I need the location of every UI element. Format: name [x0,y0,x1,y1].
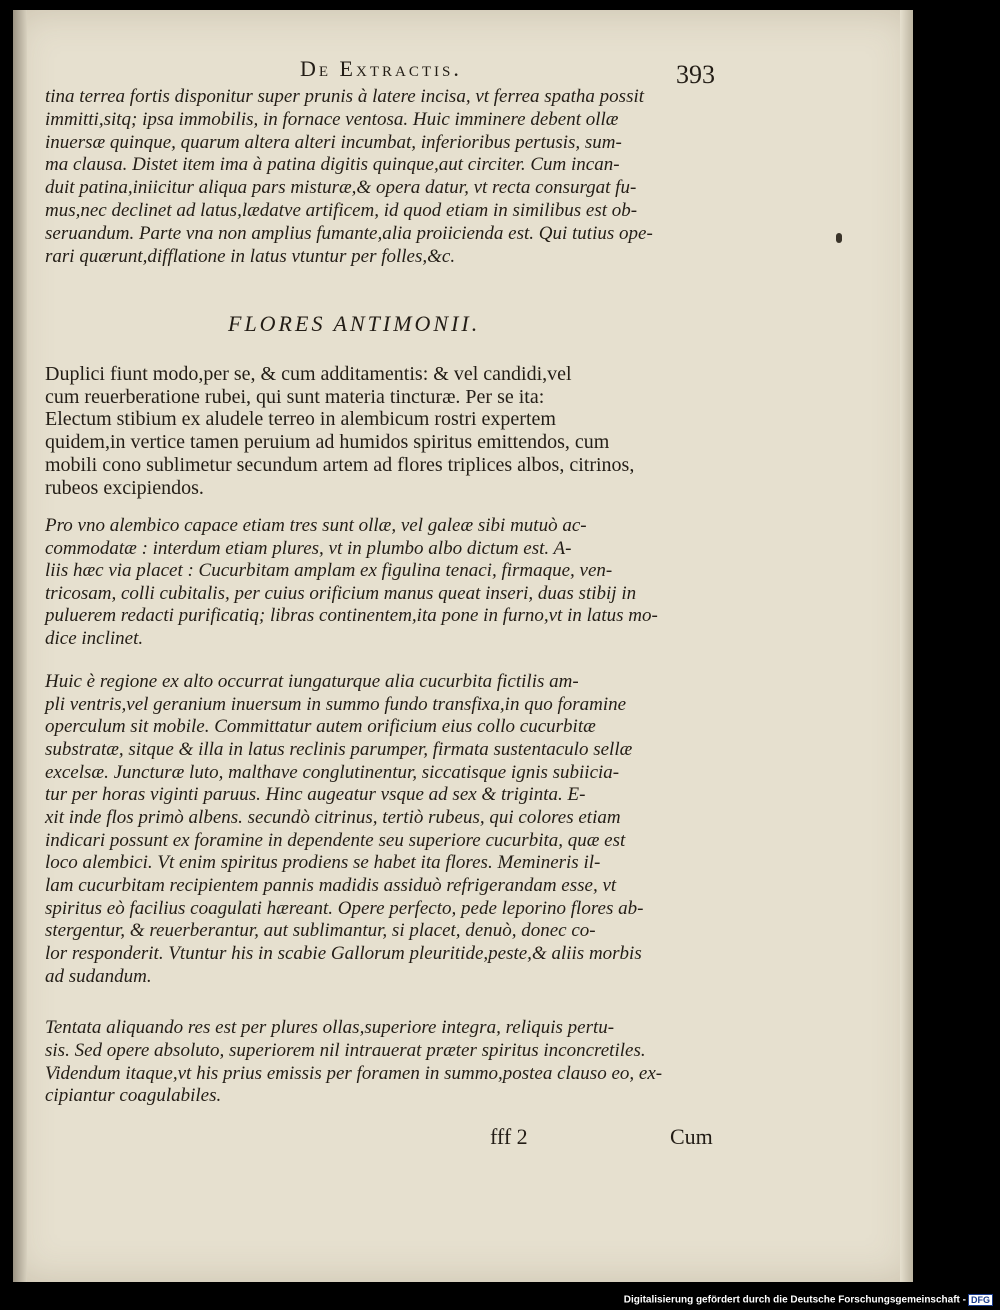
text-line: Tentata aliquando res est per plures ollas,superiore integra, reliquis pertu- [45,1017,615,1038]
text-line: indicari possunt ex foramine in dependente seu superiore cucurbita, quæ est [45,829,626,851]
text-line: inuersæ quinque, quarum altera alteri incumbat, inferioribus pertusis, sum- [45,131,622,153]
text-line: mus,nec declinet ad latus,lædatve artificem, id quod etiam in similibus est ob- [45,199,638,221]
text-line: spiritus eò facilius coagulati hæreant. Opere perfecto, pede leporino flores ab- [45,897,644,919]
text-line: immitti,sitq; ipsa immobilis, in fornace ventosa. Huic imminere debent ollæ [45,108,619,130]
text-line: tina terrea fortis disponitur super prunis à latere incisa, vt ferrea spatha possit [45,86,645,107]
text-line: substratæ, sitque & illa in latus reclinis parumper, firmata sustentaculo sellæ [45,738,633,760]
footer-text: Digitalisierung gefördert durch die Deutsche Forschungsgemeinschaft - [623,1294,966,1306]
text-line: rari quærunt,difflatione in latus vtuntur per folles,&c. [45,245,456,267]
text-line: rubeos excipiendos. [45,476,204,499]
paragraph-3 [45,515,725,651]
text-line: liis hæc via placet : Cucurbitam amplam ex figulina tenaci, firmaque, ven- [45,560,613,582]
text-line: cipiantur coagulabiles. [45,1085,222,1107]
text-line: seruandum. Parte vna non amplius fumante,alia proiicienda est. Qui tutius ope- [45,222,653,244]
paragraph-5 [45,1017,725,1108]
text-line: duit patina,iniicitur aliqua pars misturæ,& opera datur, vt recta consurgat fu- [45,177,637,199]
text-line: Duplici fiunt modo,per se, & cum additamentis: & vel candidi,vel [45,363,572,385]
text-line: ma clausa. Distet item ima à patina digitis quinque,aut circiter. Cum incan- [45,154,620,176]
page-edge [900,10,913,1282]
signature-mark: fff 2 [490,1124,528,1149]
catchword: Cum [670,1124,713,1149]
text-line: excelsæ. Juncturæ luto, malthave conglutinentur, siccatisque ignis subiicia- [45,761,620,783]
text-line: operculum sit mobile. Committatur autem orificium eius collo cucurbitæ [45,716,596,738]
paragraph-1 [45,86,725,268]
text-line: lam cucurbitam recipientem pannis madidis assiduò refrigerandam esse, vt [45,874,617,896]
text-line: lor responderit. Vtuntur his in scabie Gallorum pleuritide,peste,& aliis morbis [45,942,642,964]
ink-speck [836,233,842,243]
text-line: commodatæ : interdum etiam plures, vt in plumbo albo dictum est. A- [45,537,572,559]
paragraph-4 [45,671,725,988]
paragraph-2 [45,363,725,499]
text-line: stergentur, & reuerberantur, aut sublimantur, si placet, denuò, donec co- [45,920,596,942]
text-line: tricosam, colli cubitalis, per cuius orificium manus queat inseri, duas stibij in [45,582,637,604]
funding-footer [624,1294,993,1306]
section-title: FLORES ANTIMONII. [228,311,481,336]
text-line: Pro vno alembico capace etiam tres sunt ollæ, vel galeæ sibi mutuò ac- [45,515,587,536]
text-line: quidem,in vertice tamen peruium ad humidos spiritus emittendos, cum [45,431,610,454]
page-gutter [13,10,27,1282]
text-line: dice inclinet. [45,627,144,649]
running-title: De Extractis. [300,56,462,81]
text-line: Huic è regione ex alto occurrat iungaturque alia cucurbita fictilis am- [45,671,579,692]
text-line: puluerem redacti purificatiq; libras continentem,ita pone in furno,vt in latus mo- [45,605,658,627]
text-line: cum reuerberatione rubei, qui sunt materia tincturæ. Per se ita: [45,385,545,408]
text-line: loco alembici. Vt enim spiritus prodiens se habet ita flores. Memineris il- [45,852,601,874]
text-line: pli ventris,vel geranium inuersum in summo fundo transfixa,in quo foramine [45,693,627,715]
text-line: xit inde flos primò albens. secundò citrinus, tertiò rubeus, qui colores etiam [45,806,621,828]
text-line: ad sudandum. [45,965,152,987]
text-line: Electum stibium ex aludele terreo in alembicum rostri expertem [45,408,556,431]
text-line: mobili cono sublimetur secundum artem ad flores triplices albos, citrinos, [45,453,635,476]
page-number: 393 [676,60,715,89]
text-line: sis. Sed opere absoluto, superiorem nil intrauerat præter spiritus inconcretiles. [45,1039,646,1061]
dfg-logo: DFG [968,1294,993,1306]
text-line: Videndum itaque,vt his prius emissis per foramen in summo,postea clauso eo, ex- [45,1062,663,1084]
text-line: tur per horas viginti paruus. Hinc augeatur vsque ad sex & triginta. E- [45,784,586,806]
